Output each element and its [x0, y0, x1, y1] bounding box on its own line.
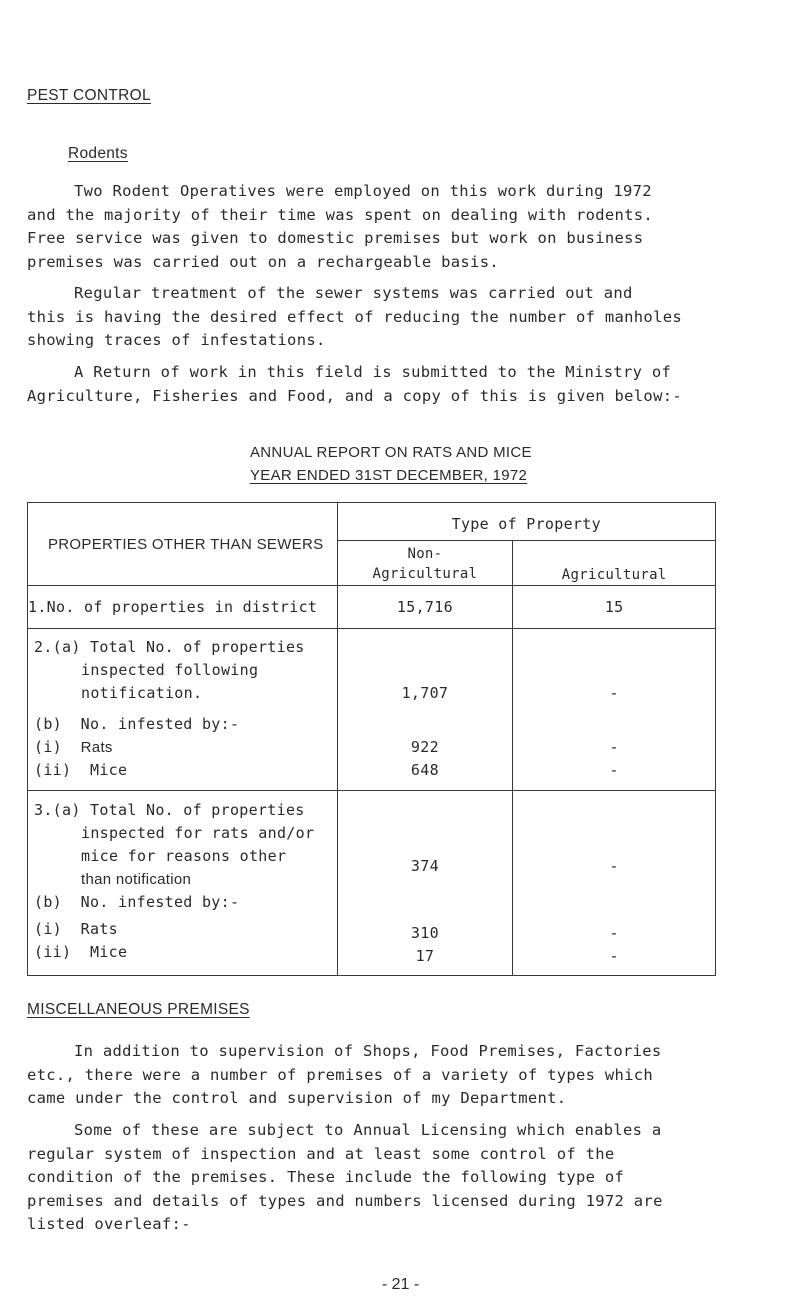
paragraph-ministry-return	[27, 361, 787, 408]
header-non-agricultural-line1: Non-	[407, 546, 443, 562]
row2-total-agricultural: -	[609, 684, 619, 702]
text-line: Agriculture, Fisheries and Food, and a copy of this is given below:-	[27, 386, 682, 405]
row3-non-agricultural	[337, 791, 513, 976]
row3-agricultural	[513, 791, 716, 976]
misc-title: MISCELLANEOUS PREMISES	[27, 1001, 250, 1018]
text-line: Free service was given to domestic premises but work on business	[27, 229, 644, 247]
header-agricultural: Agricultural	[513, 541, 716, 586]
row2-a-label-line2: inspected following	[81, 661, 259, 679]
rats-mice-table	[27, 502, 716, 976]
text-line: A Return of work in this field is submitted to the Ministry of	[74, 363, 672, 381]
row2-non-agricultural	[337, 629, 513, 791]
paragraph-licensing	[27, 1119, 787, 1237]
row3-i-label: Rats	[80, 920, 118, 938]
row3-a-label-line2: inspected for rats and/or	[81, 824, 315, 842]
row2-b-label: No. infested by:-	[80, 715, 240, 733]
row3-mice-non-agricultural: 17	[415, 947, 435, 965]
paragraph-rodent-operatives	[27, 180, 787, 274]
row3-a-label-line4: than notification	[81, 871, 192, 888]
report-title-line1: ANNUAL REPORT ON RATS AND MICE	[250, 444, 532, 461]
row3-i-number: (i)	[34, 920, 62, 938]
row2-mice-agricultural: -	[609, 761, 619, 779]
row2-b-number: (b)	[34, 715, 62, 733]
row3-a-label: Total No. of properties	[90, 801, 305, 819]
row3-mice-agricultural: -	[609, 947, 619, 965]
row3-ii-label: Mice	[90, 943, 128, 961]
text-line: listed overleaf:-	[27, 1215, 191, 1233]
text-line: came under the control and supervision of my Department.	[27, 1089, 567, 1107]
table-row	[28, 586, 716, 629]
row2-rats-agricultural: -	[609, 738, 619, 756]
row3-ii-number: (ii)	[34, 943, 72, 961]
text-line: etc., there were a number of premises of a variety of types which	[27, 1065, 654, 1084]
text-line: regular system of inspection and at least some control of the	[27, 1144, 615, 1163]
text-line: this is having the desired effect of reducing the number of manholes	[27, 307, 682, 326]
report-title	[250, 441, 532, 487]
paragraph-sewer-treatment	[27, 282, 787, 353]
header-type-of-property: Type of Property	[337, 503, 715, 541]
row2-a-number: 2.(a)	[34, 638, 81, 656]
row3-a-number: 3.(a)	[34, 801, 81, 819]
text-line: premises was carried out on a rechargeable basis.	[27, 252, 499, 271]
table-row	[28, 629, 716, 791]
row2-total-non-agricultural: 1,707	[401, 684, 449, 702]
header-non-agricultural	[337, 541, 513, 586]
row2-i-number: (i)	[34, 738, 62, 756]
row3-total-non-agricultural: 374	[410, 857, 439, 875]
report-title-line2: YEAR ENDED 31ST DECEMBER, 1972	[250, 467, 528, 484]
row2-i-label: Rats	[80, 739, 113, 756]
page-number: - 21 -	[381, 1276, 420, 1293]
header-properties: PROPERTIES OTHER THAN SEWERS	[28, 503, 338, 586]
header-non-agricultural-line2: Agricultural	[372, 566, 478, 582]
row3-rats-agricultural: -	[609, 924, 619, 942]
text-line: premises and details of types and numbers licensed during 1972 are	[27, 1191, 663, 1210]
subsection-title: Rodents	[68, 145, 128, 162]
row2-a-label: Total No. of properties	[90, 638, 305, 656]
text-line: Two Rodent Operatives were employed on this work during 1972	[74, 182, 652, 200]
row1-label: 1.No. of properties in district	[28, 586, 338, 629]
row2-a-label-line3: notification.	[81, 684, 203, 702]
section-title: PEST CONTROL	[27, 87, 151, 104]
table-row	[28, 791, 716, 976]
row2-ii-label: Mice	[90, 761, 128, 779]
row1-agricultural: 15	[513, 586, 716, 629]
row3-a-label-line3: mice for reasons other	[81, 847, 287, 865]
paragraph-supervision	[27, 1040, 787, 1111]
row2-ii-number: (ii)	[34, 761, 72, 779]
row3-b-label: No. infested by:-	[80, 893, 240, 911]
text-line: Some of these are subject to Annual Licensing which enables a	[74, 1121, 662, 1139]
text-line: condition of the premises. These include the following type of	[27, 1168, 625, 1186]
text-line: In addition to supervision of Shops, Food Premises, Factories	[74, 1042, 662, 1060]
row2-rats-non-agricultural: 922	[410, 738, 439, 756]
text-line: and the majority of their time was spent on dealing with rodents.	[27, 205, 654, 224]
row3-b-number: (b)	[34, 893, 62, 911]
row2-agricultural	[513, 629, 716, 791]
row2-mice-non-agricultural: 648	[410, 761, 439, 779]
row1-non-agricultural: 15,716	[337, 586, 513, 629]
row2-labels	[28, 629, 338, 791]
row3-rats-non-agricultural: 310	[410, 924, 439, 942]
text-line: showing traces of infestations.	[27, 331, 326, 349]
text-line: Regular treatment of the sewer systems was carried out and	[74, 284, 633, 302]
row3-labels	[28, 791, 338, 976]
row3-total-agricultural: -	[609, 857, 619, 875]
